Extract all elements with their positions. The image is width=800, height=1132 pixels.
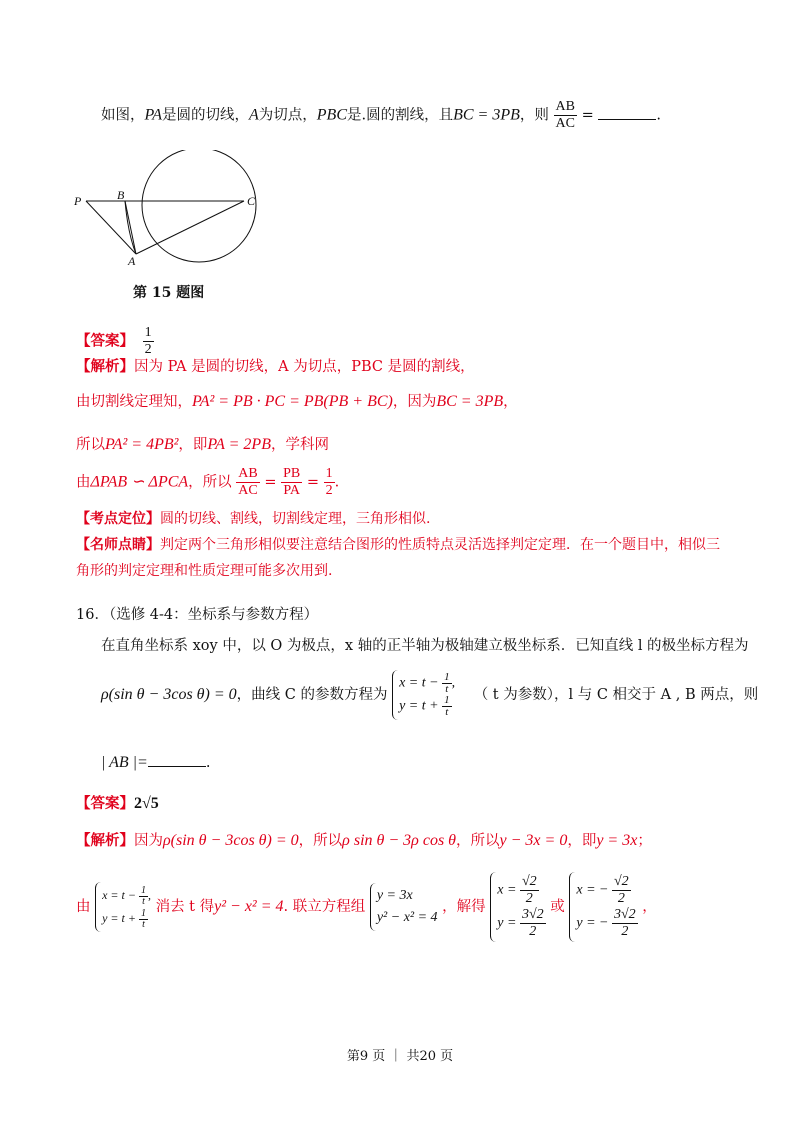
q15-analysis-3: 所以PA² = 4PB²，即PA = 2PB，学科网 (76, 436, 329, 453)
q15-mingshi-1: 【名师点睛】判定两个三角形相似要注意结合图形的性质特点灵活选择判定定理．在一个题目中，相似三 (76, 537, 720, 553)
q16-answer: 【答案】2√5 (76, 795, 159, 812)
label-B: B (117, 188, 125, 202)
label-C: C (247, 194, 256, 208)
label-P: P (74, 194, 82, 208)
q16-line2: ρ(sin θ − 3cos θ) = 0，曲线 C 的参数方程为 x = t − $\frac{1}{t}$ , y = t + $\frac{1}{t}$ （ t 为参数），l 与 C 相交于 A , B 两点，则 (101, 671, 759, 718)
q16-line3: | AB |= . (101, 754, 211, 771)
q16-line1: 在直角坐标系 xoy 中，以 O 为极点，x 轴的正半轴为极轴建立极坐标系．已知直线 l 的极坐标方程为 (101, 638, 749, 654)
q15-stem: 如图，PA是圆的切线，A为切点，PBC是.圆的割线，且BC = 3PB，则 $\frac{AB}{AC}$ = . (101, 99, 661, 131)
q15-mingshi-2: 角形的判定定理和性质定理可能多次用到. (76, 563, 333, 579)
answer-blank (598, 105, 656, 120)
q15-figure (70, 150, 270, 270)
solution-1: x = $\frac{√2}{2}$ y = $\frac{3√2}{2}$ (490, 872, 545, 942)
joint-system: y = 3x y² − x² = 4 (370, 883, 438, 931)
q16-number: 16．（选修 4-4：坐标系与参数方程） (76, 607, 319, 623)
circle (142, 150, 256, 262)
figure-caption: 第 15 题图 (133, 285, 205, 301)
q15-analysis-1: 【解析】因为 PA 是圆的切线，A 为切点，PBC 是圆的割线， (76, 358, 475, 375)
q15-analysis-2: 由切割线定理知，PA² = PB · PC = PB(PB + BC)，因为BC = 3PB， (76, 393, 518, 410)
q15-analysis-4: 由ΔPAB ∽ ΔPCA，所以 $\frac{AB}{AC}$ = $\frac{PB}{PA}$ = $\frac{1}{2}$ . (76, 466, 340, 498)
chord-AC (136, 201, 244, 254)
param-system: x = t − $\frac{1}{t}$ , y = t + $\frac{1}{t}$ (392, 670, 455, 720)
q16-analysis-2: 由 x = t − $\frac{1}{t}$ , y = t + $\frac{1}{t}$ 消去 t 得y² − x² = 4. 联立方程组 y = 3x y² − x² = 4 ，解得 x = $\frac{√2}{2}$ y = $\frac{3√2}{2}$ 或 x = − $\frac{√2}{2}$ y = − $\frac{3√2}{2}$ ， (76, 872, 657, 962)
q15-kaodian: 【考点定位】圆的切线、割线，切割线定理，三角形相似. (76, 511, 431, 527)
q15-answer: 【答案】 $\frac{1}{2}$ (76, 325, 152, 357)
q16-analysis-1: 【解析】因为ρ(sin θ − 3cos θ) = 0，所以ρ sin θ − 3ρ cos θ，所以y − 3x = 0，即y = 3x； (76, 832, 652, 849)
param-system-2: x = t − $\frac{1}{t}$ , y = t + $\frac{1}{t}$ (95, 882, 151, 932)
chord-AB (125, 201, 136, 254)
answer-blank (148, 752, 206, 767)
label-A: A (128, 254, 136, 268)
page-footer: 第9 页 ｜ 共20 页 (346, 1049, 454, 1064)
solution-2: x = − $\frac{√2}{2}$ y = − $\frac{3√2}{2}$ (569, 872, 637, 942)
